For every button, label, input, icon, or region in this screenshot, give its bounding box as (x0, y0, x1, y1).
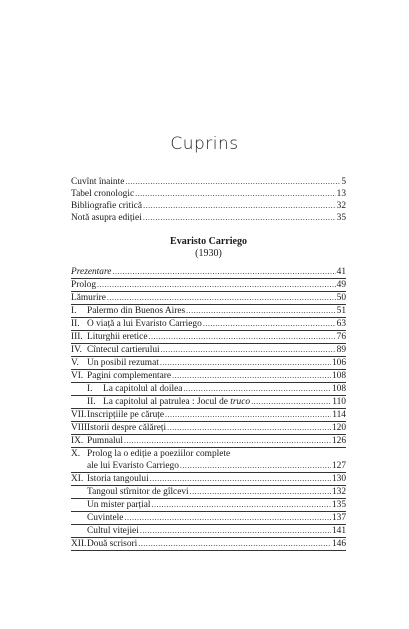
toc-entry (71, 318, 346, 331)
toc-entry (71, 212, 346, 224)
entry-label: Palermo din Buenos Aires (87, 306, 186, 316)
entry-page: 141 (331, 526, 346, 536)
entry-label: Pumnalul (87, 436, 123, 446)
entry-page: 135 (331, 500, 346, 510)
entry-label: Liturghii eretice (87, 332, 148, 342)
entry-number: III. (71, 332, 83, 342)
entry-page: 120 (331, 423, 346, 433)
toc-entry (71, 357, 346, 370)
entry-page: 35 (336, 213, 346, 223)
toc-entry (71, 473, 346, 486)
entry-page: 127 (331, 461, 346, 471)
entry-page: 89 (336, 345, 346, 355)
leader-dots (152, 499, 331, 511)
toc-entry (71, 292, 346, 305)
entry-page: 146 (331, 539, 346, 549)
entry-label: Un posibil rezumat (87, 358, 159, 368)
entry-label: Lămurire (71, 293, 106, 303)
leader-dots (124, 435, 331, 447)
toc-entry (71, 266, 346, 279)
leader-dots (172, 370, 331, 382)
leader-dots (143, 212, 336, 224)
entry-number: XI. (71, 474, 84, 484)
entry-page: 137 (331, 513, 346, 523)
entry-page: 13 (336, 189, 346, 199)
entry-page: 5 (341, 177, 346, 187)
leader-dots (186, 305, 335, 317)
entry-page: 49 (336, 280, 346, 290)
leader-dots (203, 318, 336, 330)
entry-label: Cuvintele (87, 513, 124, 523)
entry-label: Inscripțiile pe căruțe (87, 410, 165, 420)
entry-number: II. (87, 397, 96, 407)
toc-subentry (71, 383, 346, 396)
entry-label: Prolog la o ediție a poeziilor complete (87, 449, 231, 459)
entry-number: IV. (71, 345, 83, 355)
toc-subentry (71, 486, 346, 499)
toc-subentry (71, 499, 346, 512)
leader-dots (180, 460, 331, 472)
leader-dots (138, 538, 331, 550)
toc-entry (71, 344, 346, 357)
entry-number: IX. (71, 436, 84, 446)
entry-label: Cuvînt înainte (71, 177, 125, 187)
entry-label: La capitolul al doilea (103, 384, 183, 394)
entry-page: 110 (332, 397, 346, 407)
entry-page: 76 (336, 332, 346, 342)
toc-entry (71, 409, 346, 422)
entry-page: 108 (331, 371, 346, 381)
entry-label: Cîntecul cartierului (87, 345, 160, 355)
entry-page: 130 (331, 474, 346, 484)
toc-entry (71, 200, 346, 212)
toc-entry (71, 188, 346, 200)
toc-entry (71, 538, 346, 551)
entry-number: VI. (71, 371, 84, 381)
entry-number: I. (71, 306, 77, 316)
entry-label: Istorii despre călăreți (87, 423, 167, 433)
entry-page: 63 (336, 319, 346, 329)
toc-entry (71, 448, 346, 473)
leader-dots (140, 525, 331, 537)
section-year: (1930) (195, 248, 222, 259)
entry-number: VIII. (71, 423, 90, 433)
entry-page: 50 (336, 293, 346, 303)
leader-dots (107, 292, 336, 304)
toc-subentry (71, 512, 346, 525)
entry-label: Tabel cronologic (71, 189, 135, 199)
entry-label: Pagini complementare (87, 371, 172, 381)
section-heading (71, 236, 346, 260)
entry-label: Cultul vitejiei (87, 526, 139, 536)
entry-label: Tangoul stîrnitor de gîlcevi (87, 487, 189, 497)
entry-page: 32 (336, 201, 346, 211)
entry-label: Bibliografie critică (71, 201, 143, 211)
entry-label-continued: ale lui Evaristo Carriego (87, 461, 179, 471)
toc-entry (71, 435, 346, 448)
section-author: Evaristo Carriego (170, 236, 247, 247)
toc-entry (71, 422, 346, 435)
entry-number: II. (71, 319, 80, 329)
leader-dots (125, 176, 340, 188)
leader-dots (251, 396, 331, 408)
entry-label: Prolog (71, 280, 97, 290)
toc-entry (71, 331, 346, 344)
toc-subentry (71, 396, 346, 409)
leader-dots (112, 266, 335, 278)
entry-label: Notă asupra ediției (71, 213, 142, 223)
entry-label: Istoria tangoului (87, 474, 149, 484)
entry-label: O viață a lui Evaristo Carriego (87, 319, 202, 329)
entry-label: Două scrisori (87, 539, 138, 549)
leader-dots (150, 473, 331, 485)
entry-page: 126 (331, 436, 346, 446)
leader-dots (165, 409, 331, 421)
toc-entry (71, 176, 346, 188)
entry-page: 114 (332, 410, 346, 420)
contents-list (71, 266, 346, 551)
leader-dots (190, 486, 331, 498)
leader-dots (167, 422, 331, 434)
toc-subentry (71, 525, 346, 538)
leader-dots (148, 331, 335, 343)
leader-dots (161, 344, 336, 356)
leader-dots (135, 188, 336, 200)
entry-label-italic: truco (230, 397, 251, 407)
toc-entry (71, 370, 346, 383)
entry-page: 106 (331, 358, 346, 368)
toc-entry (71, 305, 346, 318)
leader-dots (124, 512, 330, 524)
front-matter-list (71, 176, 346, 224)
entry-label: La capitolul al patrulea : Jocul de (103, 397, 231, 407)
entry-number: I. (87, 384, 93, 394)
entry-page: 132 (331, 487, 346, 497)
entry-number: VII. (71, 410, 87, 420)
leader-dots (183, 383, 331, 395)
toc-entry (71, 279, 346, 292)
entry-label: Un mister parțial (87, 500, 151, 510)
entry-number: X. (71, 449, 81, 459)
entry-number: XII. (71, 539, 87, 549)
leader-dots (143, 200, 336, 212)
entry-page: 108 (331, 384, 346, 394)
entry-label: Prezentare (71, 267, 112, 277)
entry-number: V. (71, 358, 79, 368)
page-title: Cuprins (170, 134, 239, 154)
leader-dots (97, 279, 336, 291)
leader-dots (160, 357, 331, 369)
entry-page: 41 (336, 267, 346, 277)
entry-page: 51 (336, 306, 346, 316)
